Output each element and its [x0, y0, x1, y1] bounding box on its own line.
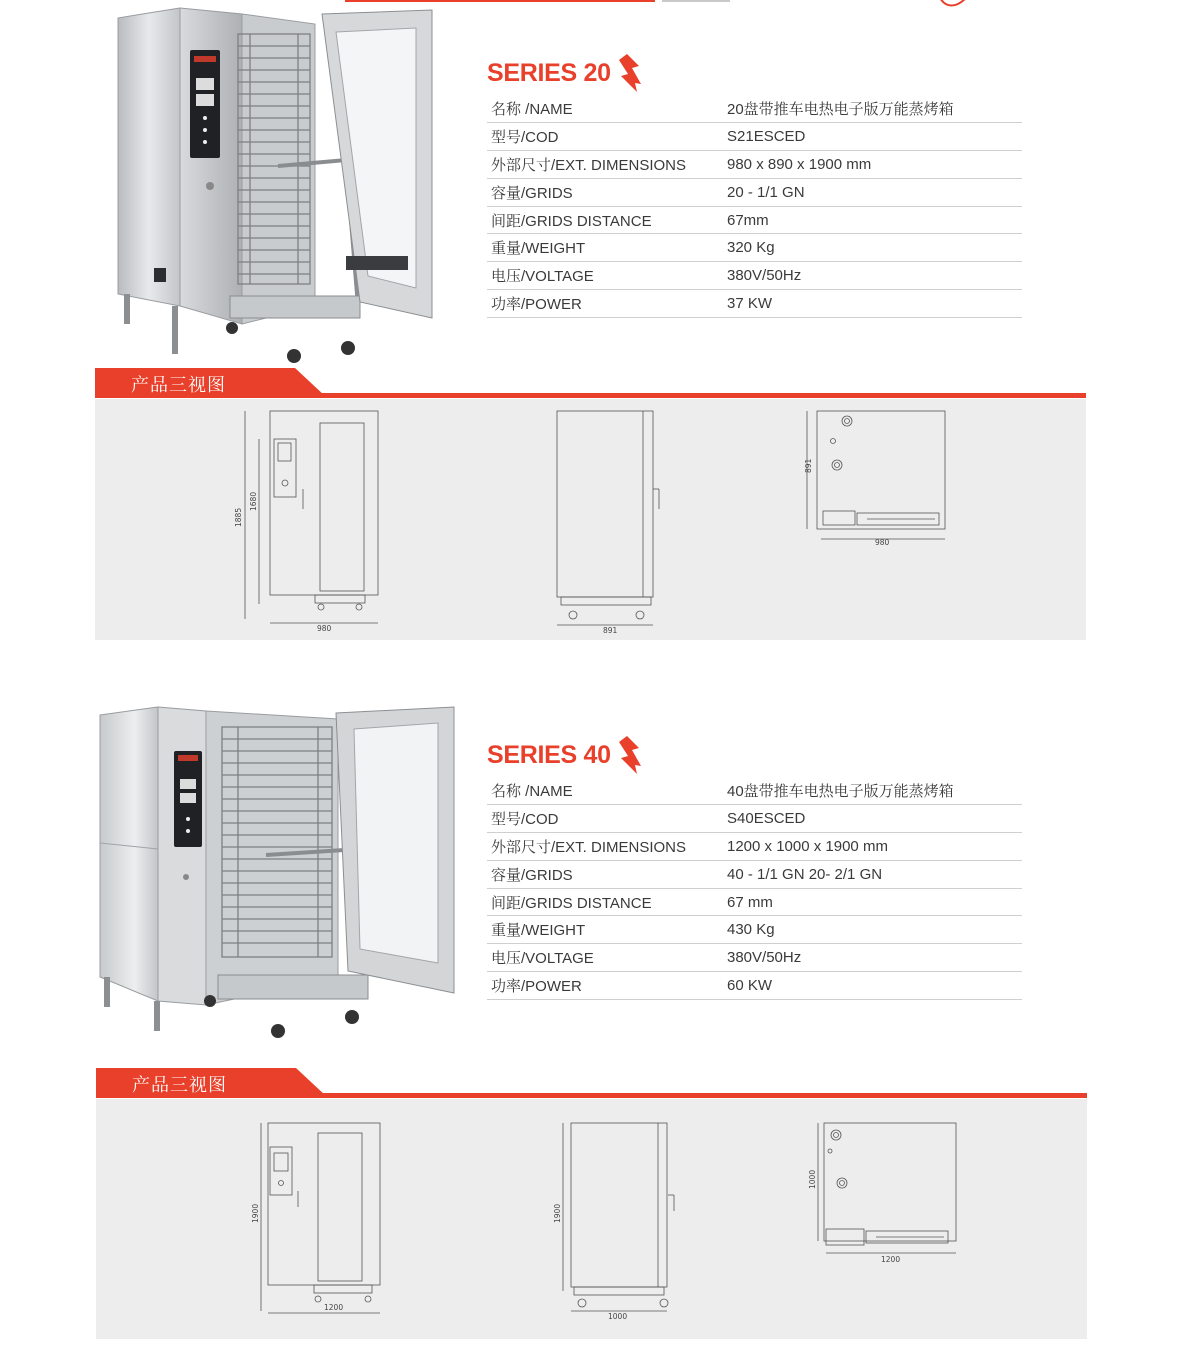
- front-height-outer-label: 1885: [234, 507, 243, 527]
- front-height-inner-label: 1680: [249, 491, 258, 511]
- spec-value: 40盘带推车电热电子版万能蒸烤箱: [723, 777, 1022, 805]
- series-20-three-view-drawing: [95, 399, 1086, 640]
- spec-label: 电压/VOLTAGE: [487, 944, 723, 972]
- spec-row: [487, 916, 1022, 944]
- series-40-title: SERIES 40: [487, 740, 611, 769]
- series-40-oven-photo: [98, 705, 458, 1043]
- series-40-three-view-drawing: [96, 1099, 1087, 1339]
- series-40-spec-block: [487, 735, 1022, 1000]
- spec-row: [487, 777, 1022, 805]
- side-height-label: 1900: [553, 1203, 562, 1223]
- lightning-bolt-icon: [617, 736, 643, 774]
- spec-row: [487, 95, 1022, 123]
- top-depth-label: 1000: [808, 1169, 817, 1189]
- views-header-line: [95, 393, 1086, 398]
- spec-value: 67 mm: [723, 888, 1022, 916]
- spec-label: 容量/GRIDS: [487, 860, 723, 888]
- views-label: 产品三视图: [132, 1075, 227, 1095]
- spec-value: 40 - 1/1 GN 20- 2/1 GN: [723, 860, 1022, 888]
- spec-label: 型号/COD: [487, 123, 723, 151]
- series-20-title-row: [487, 53, 1022, 93]
- spec-row: [487, 944, 1022, 972]
- spec-row: [487, 123, 1022, 151]
- series-20-views-header: [95, 368, 1086, 398]
- spec-label: 名称 /NAME: [487, 95, 723, 123]
- side-width-label: 891: [603, 626, 618, 635]
- spec-value: 430 Kg: [723, 916, 1022, 944]
- spec-value: 380V/50Hz: [723, 262, 1022, 290]
- spec-row: [487, 833, 1022, 861]
- lightning-bolt-icon: [617, 54, 643, 92]
- spec-label: 容量/GRIDS: [487, 178, 723, 206]
- spec-value: 980 x 890 x 1900 mm: [723, 151, 1022, 179]
- spec-label: 重量/WEIGHT: [487, 916, 723, 944]
- spec-value: 320 Kg: [723, 234, 1022, 262]
- spec-value: S40ESCED: [723, 805, 1022, 833]
- spec-row: [487, 178, 1022, 206]
- top-accent-bar: [345, 0, 655, 2]
- series-40-spec-table: [487, 777, 1022, 1000]
- spec-label: 外部尺寸/EXT. DIMENSIONS: [487, 833, 723, 861]
- spec-row: [487, 262, 1022, 290]
- spec-value: 20盘带推车电热电子版万能蒸烤箱: [723, 95, 1022, 123]
- spec-label: 电压/VOLTAGE: [487, 262, 723, 290]
- spec-label: 功率/POWER: [487, 972, 723, 1000]
- spec-label: 间距/GRIDS DISTANCE: [487, 206, 723, 234]
- series-20-spec-block: [487, 53, 1022, 318]
- spec-value: S21ESCED: [723, 123, 1022, 151]
- spec-value: 60 KW: [723, 972, 1022, 1000]
- top-width-label: 1200: [881, 1255, 901, 1264]
- views-header-line: [96, 1093, 1087, 1098]
- spec-value: 1200 x 1000 x 1900 mm: [723, 833, 1022, 861]
- series-40-title-row: [487, 735, 1022, 775]
- spec-row: [487, 206, 1022, 234]
- spec-label: 重量/WEIGHT: [487, 234, 723, 262]
- series-20-spec-table: [487, 95, 1022, 318]
- views-label: 产品三视图: [131, 375, 226, 395]
- spec-label: 间距/GRIDS DISTANCE: [487, 888, 723, 916]
- front-width-label: 1200: [324, 1303, 344, 1312]
- spec-row: [487, 805, 1022, 833]
- series-20-title: SERIES 20: [487, 58, 611, 87]
- series-40-views-header: [96, 1068, 1087, 1098]
- top-grey-bar: [662, 0, 730, 2]
- top-width-label: 980: [875, 538, 890, 547]
- top-depth-label: 891: [804, 458, 813, 473]
- spec-row: [487, 860, 1022, 888]
- spec-value: 380V/50Hz: [723, 944, 1022, 972]
- spec-value: 67mm: [723, 206, 1022, 234]
- spec-row: [487, 888, 1022, 916]
- spec-row: [487, 234, 1022, 262]
- spec-row: [487, 151, 1022, 179]
- spec-label: 名称 /NAME: [487, 777, 723, 805]
- front-height-label: 1900: [251, 1203, 260, 1223]
- spec-row: [487, 972, 1022, 1000]
- series-20-oven-photo: [110, 6, 440, 368]
- spec-row: [487, 290, 1022, 318]
- side-width-label: 1000: [608, 1312, 628, 1321]
- spec-label: 型号/COD: [487, 805, 723, 833]
- spec-label: 功率/POWER: [487, 290, 723, 318]
- spec-value: 37 KW: [723, 290, 1022, 318]
- spec-label: 外部尺寸/EXT. DIMENSIONS: [487, 151, 723, 179]
- swoosh-mark-icon: [938, 0, 968, 10]
- front-width-label: 980: [317, 624, 332, 633]
- spec-value: 20 - 1/1 GN: [723, 178, 1022, 206]
